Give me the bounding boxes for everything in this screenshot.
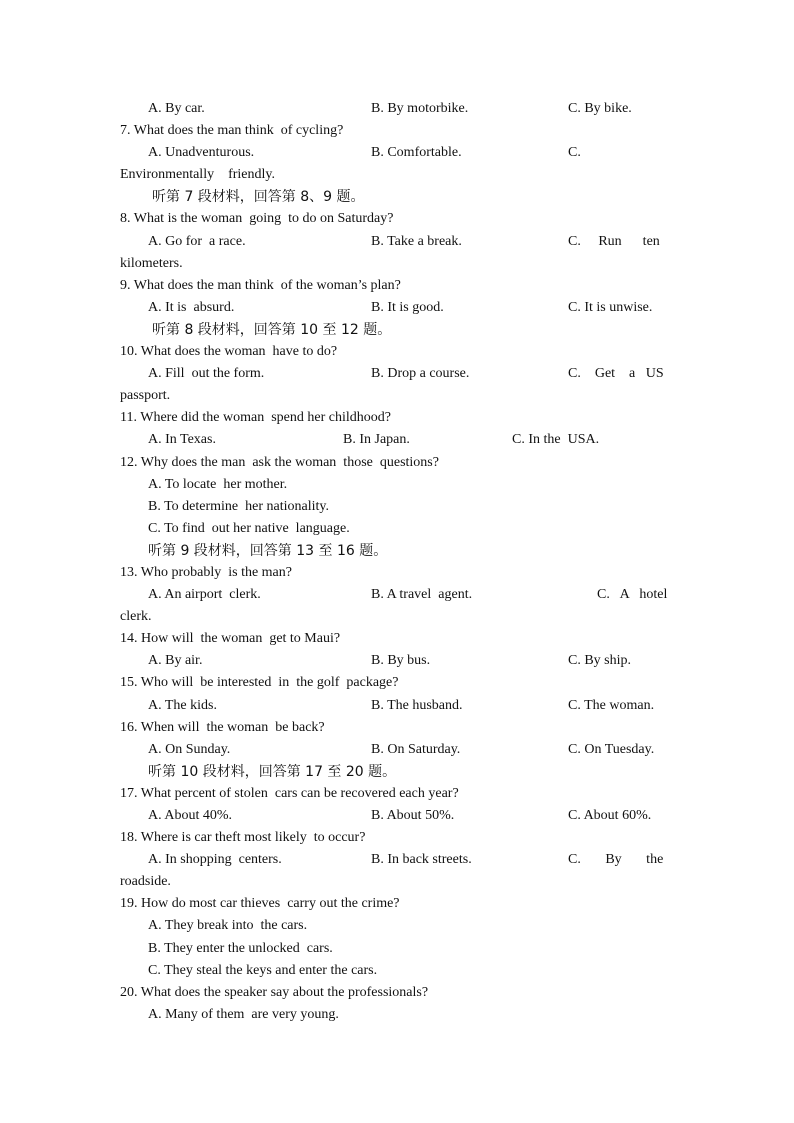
question-text: 20. What does the speaker say about the professionals? [120, 984, 429, 1000]
option-c: C. [568, 145, 581, 161]
section-text: 听第 8 段材料，回答第 10 至 12 题。 [152, 321, 392, 338]
option-c: C. Run ten [568, 233, 660, 249]
question-text: 16. When will the woman be back? [120, 719, 325, 735]
option-c: C. The woman. [568, 697, 655, 713]
options-row [120, 695, 673, 717]
option-c: C. A hotel [597, 587, 668, 603]
option-b: B. On Saturday. [371, 741, 461, 757]
options-row [120, 98, 673, 120]
option-c: C. By bike. [568, 101, 632, 116]
option-c: C. About 60%. [568, 808, 652, 823]
option-b: B. In back streets. [371, 852, 472, 868]
question-line [120, 407, 673, 429]
option-b: B. By bus. [371, 653, 431, 669]
option-b: B. It is good. [371, 299, 444, 315]
option-a: A. Fill out the form. [148, 366, 265, 382]
option-text: B. They enter the unlocked cars. [148, 940, 333, 956]
option-b: B. The husband. [371, 697, 463, 713]
option-b: B. By motorbike. [371, 101, 469, 116]
section-text: 听第 9 段材料，回答第 13 至 16 题。 [148, 542, 388, 559]
options-row [120, 231, 673, 253]
option-line [120, 938, 673, 960]
option-c: C. By the [568, 852, 664, 868]
option-a: A. On Sunday. [148, 741, 231, 757]
question-line [120, 717, 673, 739]
wrapped-text: Environmentally friendly. [120, 167, 275, 183]
section-heading [120, 761, 673, 783]
option-c: C. On Tuesday. [568, 741, 655, 757]
option-a: A. In shopping centers. [148, 852, 282, 868]
option-b: B. In Japan. [343, 432, 410, 448]
section-text: 听第 10 段材料，回答第 17 至 20 题。 [148, 763, 397, 780]
option-a: A. An airport clerk. [148, 587, 261, 603]
option-text: A. To locate her mother. [148, 476, 288, 492]
option-a: A. About 40%. [148, 808, 232, 823]
question-text: 12. Why does the man ask the woman those questions? [120, 454, 439, 470]
question-line [120, 452, 673, 474]
option-line [120, 960, 673, 982]
question-text: 18. Where is car theft most likely to occur? [120, 830, 366, 846]
option-line [120, 1004, 673, 1026]
question-line [120, 827, 673, 849]
option-line [120, 915, 673, 937]
option-a: A. By air. [148, 653, 203, 669]
question-line [120, 893, 673, 915]
question-line [120, 562, 673, 584]
option-text: C. To find out her native language. [148, 520, 350, 536]
wrapped-line [120, 606, 673, 628]
option-text: A. Many of them are very young. [148, 1006, 339, 1022]
option-c: C. It is unwise. [568, 299, 653, 315]
question-text: 7. What does the man think of cycling? [120, 123, 344, 139]
section-heading [120, 186, 673, 208]
question-text: 9. What does the man think of the woman’s plan? [120, 277, 401, 293]
section-heading [120, 319, 673, 341]
option-b: B. About 50%. [371, 808, 455, 823]
option-a: A. The kids. [148, 697, 217, 713]
question-line [120, 982, 673, 1004]
option-a: A. Unadventurous. [148, 145, 255, 161]
option-b: B. A travel agent. [371, 587, 473, 603]
option-a: A. It is absurd. [148, 299, 235, 315]
question-text: 13. Who probably is the man? [120, 564, 292, 580]
section-heading [120, 540, 673, 562]
options-row [120, 429, 673, 451]
options-row [120, 805, 673, 827]
wrapped-text: roadside. [120, 874, 171, 890]
question-line [120, 120, 673, 142]
wrapped-text: clerk. [120, 609, 152, 625]
question-line [120, 628, 673, 650]
option-a: A. Go for a race. [148, 233, 246, 249]
wrapped-text: passport. [120, 388, 171, 404]
option-text: C. They steal the keys and enter the cars. [148, 962, 378, 978]
exam-page [120, 98, 673, 1026]
options-row [120, 297, 673, 319]
options-row [120, 739, 673, 761]
option-b: B. Drop a course. [371, 366, 470, 382]
option-line [120, 518, 673, 540]
wrapped-text: kilometers. [120, 255, 183, 271]
options-row [120, 142, 673, 164]
option-c: C. In the USA. [512, 432, 600, 448]
question-text: 14. How will the woman get to Maui? [120, 631, 341, 647]
question-text: 10. What does the woman have to do? [120, 344, 338, 360]
options-row [120, 650, 673, 672]
option-b: B. Comfortable. [371, 145, 462, 161]
section-text: 听第 7 段材料，回答第 8、9 题。 [152, 189, 365, 206]
option-c: C. Get a US [568, 366, 664, 382]
question-text: 19. How do most car thieves carry out the crime? [120, 896, 400, 912]
question-line [120, 341, 673, 363]
question-text: 8. What is the woman going to do on Saturday? [120, 211, 394, 227]
options-row [120, 849, 673, 871]
option-a: A. By car. [148, 101, 205, 116]
option-c: C. By ship. [568, 653, 632, 669]
question-text: 11. Where did the woman spend her childhood? [120, 410, 391, 426]
question-text: 15. Who will be interested in the golf package? [120, 675, 399, 691]
option-text: A. They break into the cars. [148, 918, 308, 934]
question-line [120, 208, 673, 230]
question-line [120, 783, 673, 805]
option-text: B. To determine her nationality. [148, 498, 329, 514]
wrapped-line [120, 871, 673, 893]
options-row [120, 584, 673, 606]
wrapped-line [120, 385, 673, 407]
option-b: B. Take a break. [371, 233, 462, 249]
question-line [120, 275, 673, 297]
question-text: 17. What percent of stolen cars can be recovered each year? [120, 785, 459, 801]
options-row [120, 363, 673, 385]
option-line [120, 496, 673, 518]
wrapped-line [120, 253, 673, 275]
wrapped-line [120, 164, 673, 186]
option-a: A. In Texas. [148, 432, 216, 448]
question-line [120, 672, 673, 694]
option-line [120, 474, 673, 496]
